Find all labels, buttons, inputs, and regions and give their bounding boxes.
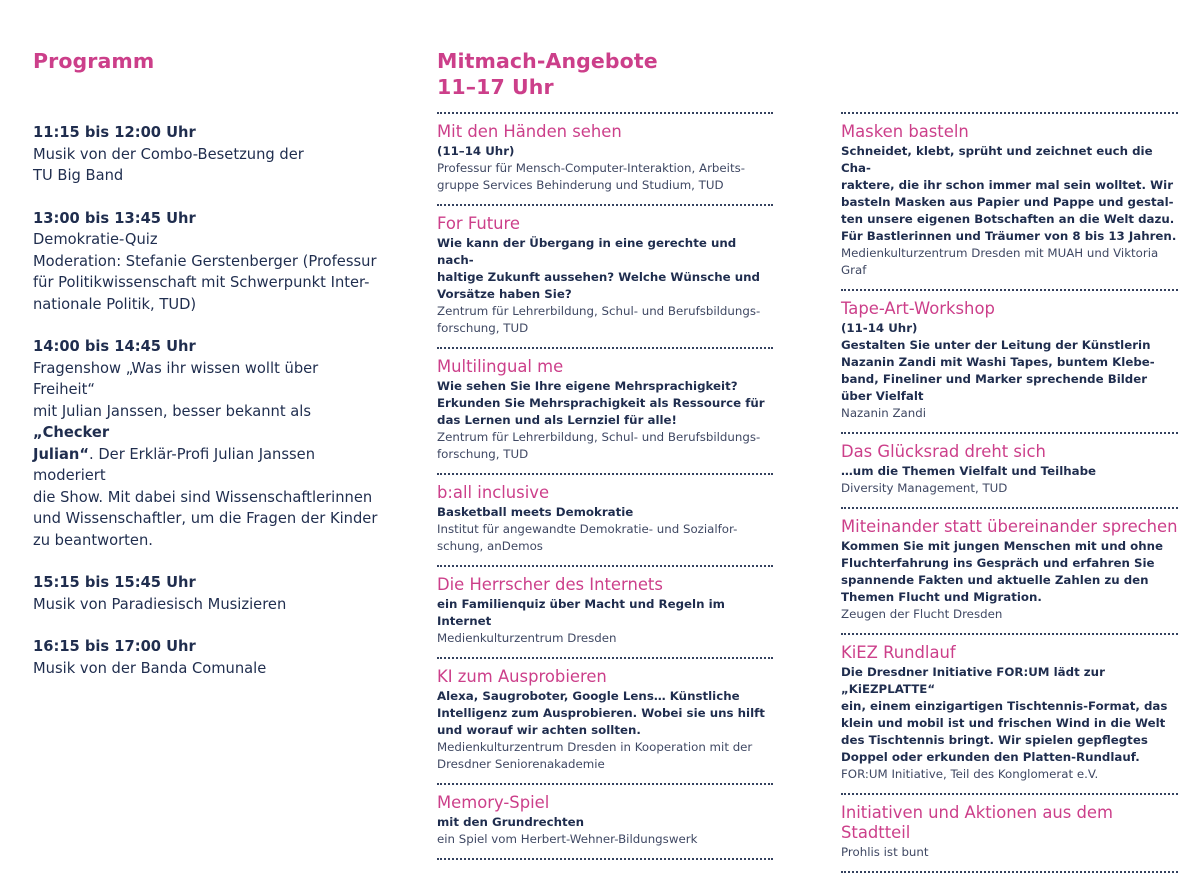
offer-item bbox=[841, 635, 1178, 793]
programm-text bbox=[33, 358, 378, 552]
offer-title: Initiativen und Aktionen aus dem Stadtteil bbox=[841, 803, 1113, 842]
programm-time: 14:00 bis 14:45 Uhr bbox=[33, 338, 196, 355]
offer-item bbox=[841, 114, 1178, 289]
offer-organizer: Medienkulturzentrum Dresden mit MUAH und Viktoria Graf bbox=[841, 246, 1159, 277]
programm-text: Musik von der Combo-Besetzung der TU Big Band bbox=[33, 145, 304, 184]
dotted-divider bbox=[841, 432, 1178, 434]
offer-item bbox=[437, 785, 773, 858]
offer-description: mit den Grundrechten bbox=[437, 815, 585, 829]
programm-item bbox=[33, 572, 378, 615]
offer-organizer: Zentrum für Lehrerbildung, Schul- und Berufsbildungs- forschung, TUD bbox=[437, 304, 761, 335]
programm-text-highlight: „Checker Julian“ bbox=[33, 424, 110, 463]
offer-organizer: FOR:UM Initiative, Teil des Konglomerat e.V. bbox=[841, 767, 1099, 781]
dotted-divider bbox=[437, 347, 773, 349]
programm-time: 11:15 bis 12:00 Uhr bbox=[33, 124, 196, 141]
offer-description: Schneidet, klebt, sprüht und zeichnet euch die Cha- raktere, die ihr schon immer mal sein wolltet. Wir basteln Masken aus Papier und Pappe und gestal- ten unsere eigenen Botschaften an die Welt dazu. Für Bastlerinnen und Träumer von 8 bis 13 Jahren. bbox=[841, 144, 1177, 243]
offer-organizer: Nazanin Zandi bbox=[841, 406, 927, 420]
offer-description: Basketball meets Demokratie bbox=[437, 505, 634, 519]
offer-title: Die Herrscher des Internets bbox=[437, 575, 663, 594]
offer-description: (11–14 Uhr) bbox=[437, 144, 515, 158]
offer-item bbox=[841, 434, 1178, 507]
mitmach-list-1 bbox=[437, 112, 773, 860]
programm-text: Demokratie-Quiz Moderation: Stefanie Gerstenberger (Professur für Politikwissenschaft mit Schwerpunkt Inter- nationale Politik, TUD) bbox=[33, 231, 377, 313]
offer-organizer: Institut für angewandte Demokratie- und Sozialfor- schung, anDemos bbox=[437, 522, 738, 553]
dotted-divider bbox=[841, 289, 1178, 291]
offer-title: KI zum Ausprobieren bbox=[437, 667, 607, 686]
offer-organizer: Zentrum für Lehrerbildung, Schul- und Berufsbildungs- forschung, TUD bbox=[437, 430, 761, 461]
offer-description: Kommen Sie mit jungen Menschen mit und ohne Fluchterfahrung ins Gespräch und erfahren Sie spannende Fakten und aktuelle Zahlen zu den Themen Flucht und Migration. bbox=[841, 539, 1164, 604]
offer-item bbox=[841, 509, 1178, 633]
offer-title: Miteinander statt übereinander sprechen bbox=[841, 517, 1178, 536]
offer-title: Memory-Spiel bbox=[437, 793, 550, 812]
offer-description: (11-14 Uhr) Gestalten Sie unter der Leitung der Künstlerin Nazanin Zandi mit Washi Tapes, buntem Klebe- band, Fineliner und Marker sprechende Bilder über Vielfalt bbox=[841, 321, 1155, 403]
offer-item bbox=[437, 475, 773, 565]
programm-text: Musik von der Banda Comunale bbox=[33, 659, 267, 677]
dotted-divider bbox=[841, 507, 1178, 509]
offer-description: ein Familienquiz über Macht und Regeln im Internet bbox=[437, 597, 725, 628]
programm-time: 13:00 bis 13:45 Uhr bbox=[33, 209, 196, 227]
programm-heading: Programm bbox=[33, 49, 155, 73]
programm-time: 15:15 bis 15:45 Uhr bbox=[33, 574, 196, 591]
offer-organizer: Professur für Mensch-Computer-Interaktion, Arbeits- gruppe Services Behinderung und Studium, TUD bbox=[437, 161, 745, 192]
programm-item bbox=[33, 122, 378, 187]
offer-title: KiEZ Rundlauf bbox=[841, 643, 956, 662]
dotted-divider bbox=[437, 473, 773, 475]
offer-title: Tape-Art-Workshop bbox=[841, 299, 995, 318]
programm-item bbox=[33, 636, 378, 679]
programm-item bbox=[33, 336, 378, 551]
offer-organizer: ein Spiel vom Herbert-Wehner-Bildungswerk bbox=[437, 832, 698, 846]
offer-description: …um die Themen Vielfalt und Teilhabe bbox=[841, 464, 1097, 478]
mitmach-heading: Mitmach-Angebote bbox=[437, 49, 658, 73]
offer-item bbox=[437, 567, 773, 657]
offer-item bbox=[437, 349, 773, 473]
programm-text-part: . Der Erklär-Profi Julian Janssen moderiert die Show. Mit dabei sind Wissenschaftlerinnen und Wissenschaftler, um die Fragen der Kinder zu beantworten. bbox=[33, 445, 378, 549]
dotted-divider bbox=[841, 793, 1178, 795]
offer-item bbox=[437, 659, 773, 783]
dotted-divider bbox=[437, 783, 773, 785]
offer-organizer: Medienkulturzentrum Dresden bbox=[437, 631, 617, 645]
dotted-divider bbox=[437, 657, 773, 659]
mitmach-list-2 bbox=[841, 112, 1178, 873]
offer-organizer: Medienkulturzentrum Dresden in Kooperation mit der Dresdner Seniorenakademie bbox=[437, 740, 753, 771]
programm-text-part: Fragenshow „Was ihr wissen wollt über Freiheit“ mit Julian Janssen, besser bekannt als bbox=[33, 359, 319, 420]
offer-item bbox=[437, 206, 773, 347]
dotted-divider bbox=[437, 858, 773, 860]
offer-organizer: Prohlis ist bunt bbox=[841, 845, 929, 859]
offer-title: Das Glücksrad dreht sich bbox=[841, 442, 1046, 461]
programm-text: Musik von Paradiesisch Musizieren bbox=[33, 595, 287, 613]
offer-item bbox=[841, 795, 1178, 871]
offer-title: Multilingual me bbox=[437, 357, 564, 376]
offer-item bbox=[841, 291, 1178, 432]
offer-description: Die Dresdner Initiative FOR:UM lädt zur „KiEZPLATTE“ ein, einem einzigartigen Tischtennis-Format, das klein und mobil ist und frischen Wind in die Welt des Tischtennis bringt. Wir spielen gepflegtes Doppel oder erkunden den Platten-Rundlauf. bbox=[841, 665, 1168, 764]
offer-item bbox=[437, 114, 773, 204]
offer-title: Masken basteln bbox=[841, 122, 969, 141]
offer-organizer: Zeugen der Flucht Dresden bbox=[841, 607, 1003, 621]
offer-description: Wie sehen Sie Ihre eigene Mehrsprachigkeit? Erkunden Sie Mehrsprachigkeit als Ressource für das Lernen und als Lernziel für alle! bbox=[437, 379, 765, 427]
offer-organizer: Diversity Management, TUD bbox=[841, 481, 1008, 495]
offer-title: For Future bbox=[437, 214, 521, 233]
offer-description: Alexa, Saugroboter, Google Lens… Künstliche Intelligenz zum Ausprobieren. Wobei sie uns hilft und worauf wir achten sollten. bbox=[437, 689, 765, 737]
programm-item bbox=[33, 208, 378, 316]
programm-list bbox=[33, 122, 378, 700]
dotted-divider bbox=[841, 633, 1178, 635]
dotted-divider bbox=[437, 204, 773, 206]
mitmach-time-heading: 11–17 Uhr bbox=[437, 75, 554, 99]
offer-title: b:all inclusive bbox=[437, 483, 550, 502]
dotted-divider bbox=[437, 565, 773, 567]
offer-description: Wie kann der Übergang in eine gerechte und nach- haltige Zukunft aussehen? Welche Wünsche und Vorsätze haben Sie? bbox=[437, 236, 760, 301]
dotted-divider bbox=[841, 112, 1178, 114]
dotted-divider bbox=[437, 112, 773, 114]
programm-time: 16:15 bis 17:00 Uhr bbox=[33, 638, 196, 655]
offer-title: Mit den Händen sehen bbox=[437, 122, 622, 141]
